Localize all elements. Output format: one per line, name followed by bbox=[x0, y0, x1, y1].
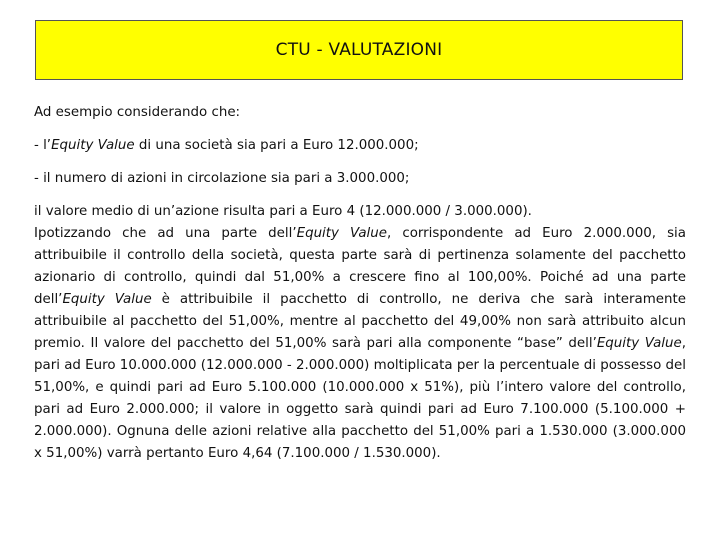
list-item-prefix: - l’ bbox=[34, 138, 52, 153]
slide-body bbox=[34, 102, 686, 465]
paragraph-segment: Ipotizzando che ad una parte dell’ bbox=[34, 226, 297, 241]
intro-text: Ad esempio considerando che: bbox=[34, 105, 241, 120]
list-item-equity-value bbox=[34, 135, 686, 157]
slide-title-box bbox=[35, 20, 683, 80]
result-text: il valore medio di un’azione risulta pari a Euro 4 (12.000.000 / 3.000.000). bbox=[34, 204, 532, 219]
paragraph-segment: è attribuibile il pacchetto di controllo, ne deriva che sarà interamente attribuibile al pacchetto del 51,00%, mentre al pacchetto del 49,00% non sarà attribuito alcun premio. Il valore del pacchetto del 51,00% sarà pari alla componente “base” dell’ bbox=[34, 292, 686, 351]
list-item-italic: Equity Value bbox=[51, 138, 135, 153]
paragraph-italic: Equity Value bbox=[596, 336, 682, 351]
paragraph-italic: Equity Value bbox=[296, 226, 387, 241]
paragraph-segment: , pari ad Euro 10.000.000 (12.000.000 - 2.000.000) moltiplicata per la percentuale di possesso del 51,00%, e quindi pari ad Euro 5.100.000 (10.000.000 x 51%), più l’intero valore del controllo, pari ad Euro 2.000.000; il valore in oggetto sarà quindi pari ad Euro 7.100.000 (5.100.000 + 2.000.000). Ognuna delle azioni relative alla pacchetto del 51,00% pari a 1.530.000 (3.000.000 x 51,00%) varrà pertanto Euro 4,64 (7.100.000 / 1.530.000). bbox=[34, 336, 686, 461]
slide-title: CTU - VALUTAZIONI bbox=[275, 40, 443, 60]
paragraph-segment: , corrispondente ad Euro 2.000.000, sia attribuibile il controllo della società, questa parte sarà di pertinenza solamente del pacchetto azionario di controllo, quindi dal 51,00% a crescere fino al 100,00%. Poiché ad una parte dell’ bbox=[34, 226, 686, 307]
list-item-suffix: di una società sia pari a Euro 12.000.000; bbox=[134, 138, 419, 153]
paragraph-italic: Equity Value bbox=[62, 292, 152, 307]
list-item-shares: - il numero di azioni in circolazione sia pari a 3.000.000; bbox=[34, 171, 410, 186]
main-paragraph bbox=[34, 223, 686, 465]
